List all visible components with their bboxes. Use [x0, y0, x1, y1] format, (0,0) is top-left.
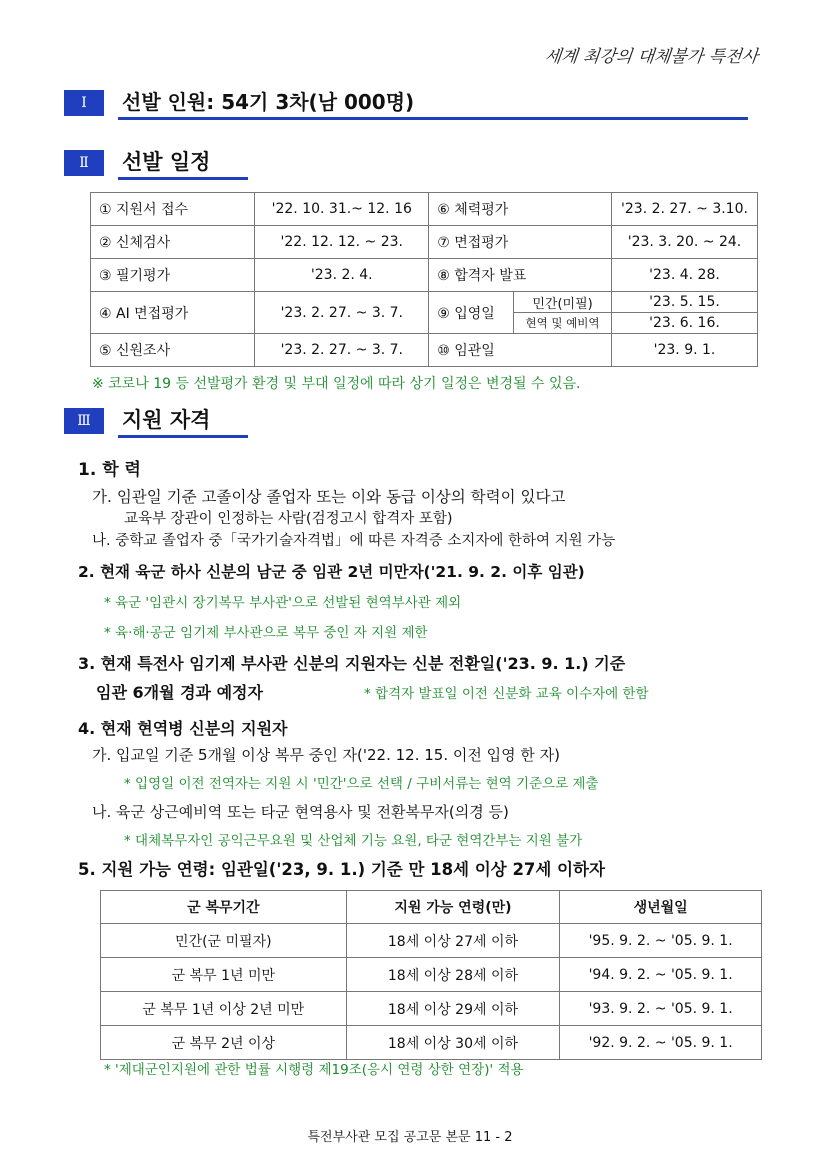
- table-row: [101, 924, 762, 958]
- schedule-date: '23. 4. 28.: [611, 259, 757, 292]
- qual-4b: 나. 육군 상근예비역 또는 타군 현역용사 및 전환복무자(의경 등): [92, 803, 509, 821]
- table-row: [101, 992, 762, 1026]
- age-table: [100, 890, 762, 1060]
- table-row: [91, 292, 758, 313]
- table-cell: '93. 9. 2. ~ '05. 9. 1.: [560, 992, 762, 1026]
- qual-1b: 나. 중학교 졸업자 중「국가기술자격법」에 따른 자격증 소지자에 한하여 지원 가능: [92, 533, 616, 549]
- table-cell: '94. 9. 2. ~ '05. 9. 1.: [560, 958, 762, 992]
- qual-4a: 가. 입교일 기준 5개월 이상 복무 중인 자('22. 12. 15. 이전 입영 한 자): [92, 746, 560, 764]
- section-3-number: Ⅲ: [64, 408, 104, 434]
- schedule-label: ⑦ 면접평가: [429, 226, 612, 259]
- schedule-date: '23. 3. 20. ~ 24.: [611, 226, 757, 259]
- table-cell: 군 복무 1년 미만: [101, 958, 347, 992]
- table-cell: 민간(군 미필자): [101, 924, 347, 958]
- table-cell: 군 복무 2년 이상: [101, 1026, 347, 1060]
- schedule-label: ⑩ 임관일: [429, 334, 612, 367]
- section-2-title: 선발 일정: [122, 150, 211, 174]
- page-footer: 특전부사관 모집 공고문 본문 11 - 2: [307, 1130, 513, 1145]
- schedule-note: ※ 코로나 19 등 선발평가 환경 및 부대 일정에 따라 상기 일정은 변경될 수 있음.: [92, 376, 581, 392]
- qual-5-heading: 5. 지원 가능 연령: 임관일('23, 9. 1.) 기준 만 18세 이상 27세 이하자: [78, 860, 605, 879]
- table-cell: '95. 9. 2. ~ '05. 9. 1.: [560, 924, 762, 958]
- schedule-date: '23. 5. 15.: [611, 292, 757, 313]
- schedule-label: ③ 필기평가: [91, 259, 255, 292]
- table-cell: 18세 이상 28세 이하: [346, 958, 560, 992]
- section-1-title: 선발 인원: 54기 3차(남 000명): [122, 90, 415, 114]
- table-cell: 18세 이상 30세 이하: [346, 1026, 560, 1060]
- section-1-underline: [118, 117, 748, 120]
- schedule-label: ④ AI 면접평가: [91, 292, 255, 334]
- schedule-label: ② 신체검사: [91, 226, 255, 259]
- table-row: [91, 259, 758, 292]
- column-header: 지원 가능 연령(만): [346, 891, 560, 924]
- table-cell: 18세 이상 29세 이하: [346, 992, 560, 1026]
- unit-logo: 세계 최강의 대체불가 특전사: [543, 47, 759, 67]
- schedule-date: '22. 10. 31.~ 12. 16: [255, 193, 429, 226]
- qual-2-note-1: * 육군 '임관시 장기복무 부사관'으로 선발된 현역부사관 제외: [104, 595, 462, 611]
- qual-4a-note: * 입영일 이전 전역자는 지원 시 '민간'으로 선택 / 구비서류는 현역 기준으로 제출: [124, 776, 599, 792]
- section-2-number: Ⅱ: [64, 150, 104, 176]
- schedule-sublabel: 현역 및 예비역: [514, 313, 612, 334]
- table-cell: 군 복무 1년 이상 2년 미만: [101, 992, 347, 1026]
- qual-2-heading: 2. 현재 육군 하사 신분의 남군 중 임관 2년 미만자('21. 9. 2. 이후 임관): [78, 563, 585, 581]
- table-row: [91, 334, 758, 367]
- table-cell: '92. 9. 2. ~ '05. 9. 1.: [560, 1026, 762, 1060]
- section-3-underline: [118, 435, 248, 438]
- qual-4-heading: 4. 현재 현역병 신분의 지원자: [78, 719, 288, 738]
- column-header: 생년월일: [560, 891, 762, 924]
- table-row: [101, 958, 762, 992]
- qual-1-heading: 1. 학 력: [78, 460, 141, 480]
- table-row: [101, 1026, 762, 1060]
- column-header: 군 복무기간: [101, 891, 347, 924]
- schedule-date: '23. 6. 16.: [611, 313, 757, 334]
- schedule-date: '22. 12. 12. ~ 23.: [255, 226, 429, 259]
- schedule-sublabel: 민간(미필): [514, 292, 612, 313]
- table-cell: 18세 이상 27세 이하: [346, 924, 560, 958]
- schedule-date: '23. 2. 27. ~ 3. 7.: [255, 292, 429, 334]
- table-header-row: [101, 891, 762, 924]
- schedule-date: '23. 2. 4.: [255, 259, 429, 292]
- schedule-label: ⑥ 체력평가: [429, 193, 612, 226]
- qual-1a-line1: 가. 임관일 기준 고졸이상 졸업자 또는 이와 동급 이상의 학력이 있다고: [92, 488, 566, 506]
- table-row: [91, 226, 758, 259]
- section-2-underline: [118, 177, 248, 180]
- qual-2-note-2: * 육·해·공군 임기제 부사관으로 복무 중인 자 지원 제한: [104, 625, 428, 641]
- qual-3-heading: 3. 현재 특전사 임기제 부사관 신분의 지원자는 신분 전환일('23. 9. 1.) 기준: [78, 654, 626, 673]
- schedule-date: '23. 2. 27. ~ 3. 7.: [255, 334, 429, 367]
- qual-1a-line2: 교육부 장관이 인정하는 사람(검정고시 합격자 포함): [124, 511, 453, 527]
- schedule-table: [90, 192, 758, 367]
- section-3-title: 지원 자격: [122, 408, 211, 432]
- qual-3-heading-cont: 임관 6개월 경과 예정자: [96, 683, 263, 702]
- section-1-number: Ⅰ: [64, 90, 104, 116]
- qual-4b-note: * 대체복무자인 공익근무요원 및 산업체 기능 요원, 타군 현역간부는 지원 불가: [124, 833, 583, 849]
- schedule-date: '23. 2. 27. ~ 3.10.: [611, 193, 757, 226]
- table-row: [91, 193, 758, 226]
- qual-3-note: * 합격자 발표일 이전 신분화 교육 이수자에 한함: [364, 686, 649, 702]
- schedule-date: '23. 9. 1.: [611, 334, 757, 367]
- schedule-label: ① 지원서 접수: [91, 193, 255, 226]
- age-note: * '제대군인지원에 관한 법률 시행령 제19조(응시 연령 상한 연장)' 적용: [104, 1062, 524, 1078]
- schedule-label: ⑤ 신원조사: [91, 334, 255, 367]
- schedule-label: ⑨ 입영일: [429, 292, 514, 334]
- schedule-label: ⑧ 합격자 발표: [429, 259, 612, 292]
